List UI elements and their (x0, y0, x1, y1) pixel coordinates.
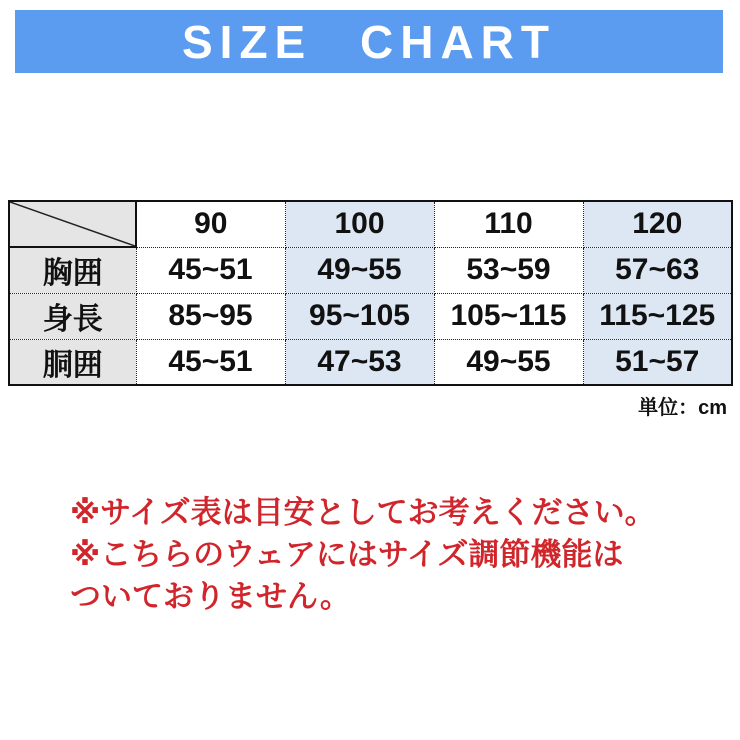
table-row-height (9, 293, 732, 339)
size-cell: 115~125 (583, 293, 732, 339)
size-table (8, 200, 733, 386)
row-header-height: 身長 (9, 293, 136, 339)
size-cell: 95~105 (285, 293, 434, 339)
size-cell: 85~95 (136, 293, 285, 339)
size-cell: 47~53 (285, 339, 434, 385)
size-column-header-100: 100 (285, 201, 434, 247)
size-column-header-120: 120 (583, 201, 732, 247)
table-row-waist (9, 339, 732, 385)
diagonal-line (10, 202, 135, 246)
table-row-chest (9, 247, 732, 293)
size-cell: 45~51 (136, 339, 285, 385)
size-cell: 51~57 (583, 339, 732, 385)
note-line: ※こちらのウェアにはサイズ調節機能は (70, 537, 624, 572)
size-column-header-110: 110 (434, 201, 583, 247)
size-column-header-90: 90 (136, 201, 285, 247)
size-table-header-row (9, 201, 732, 247)
row-header-waist: 胴囲 (9, 339, 136, 385)
size-chart-title: SIZE CHART (182, 15, 556, 68)
size-chart-banner (15, 10, 723, 73)
size-cell: 53~59 (434, 247, 583, 293)
size-cell: 49~55 (285, 247, 434, 293)
size-cell: 105~115 (434, 293, 583, 339)
notes (70, 492, 690, 618)
size-cell: 49~55 (434, 339, 583, 385)
note-line: ※サイズ表は目安としてお考えください。 (70, 495, 656, 530)
size-cell: 57~63 (583, 247, 732, 293)
note-line: ついておりません。 (70, 579, 351, 614)
unit-label: 単位：cm (638, 397, 727, 419)
corner-cell (9, 201, 136, 247)
row-header-chest: 胸囲 (9, 247, 136, 293)
size-cell: 45~51 (136, 247, 285, 293)
